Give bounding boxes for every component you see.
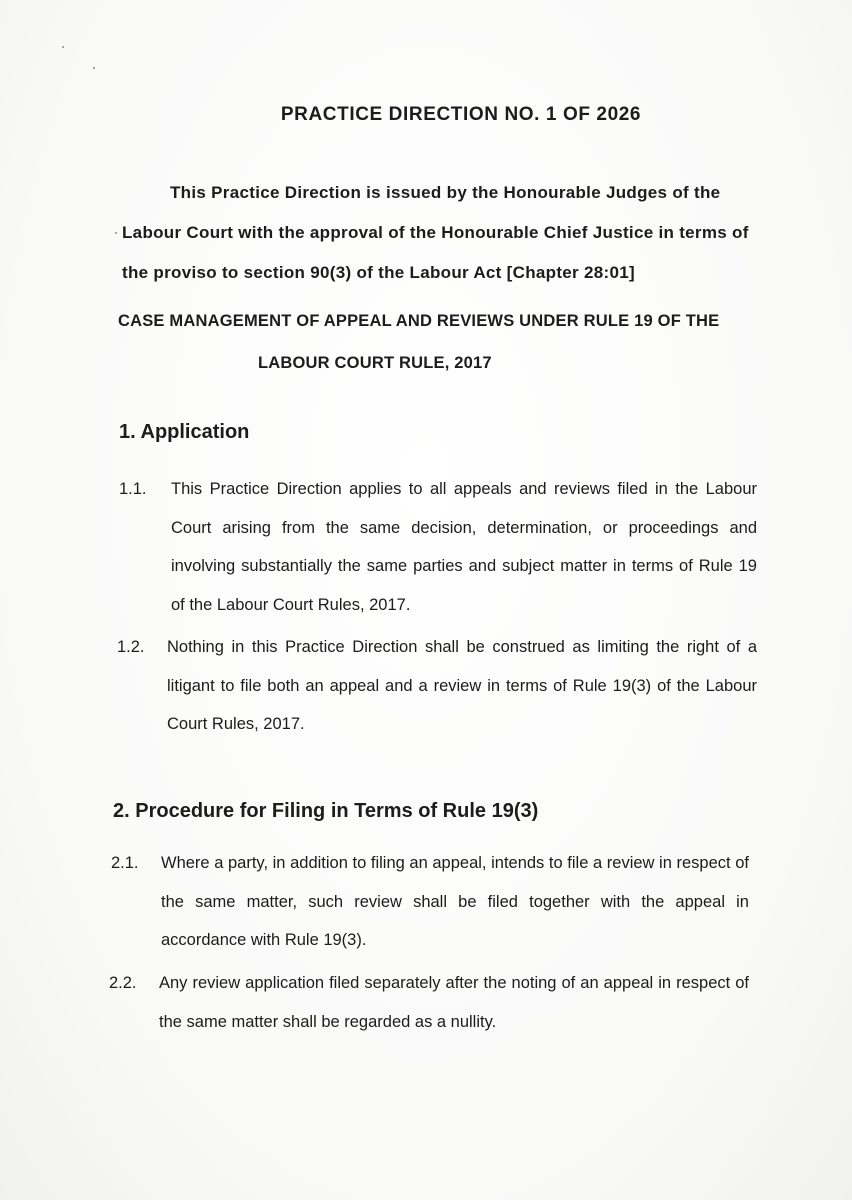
- intro-line-1: This Practice Direction is issued by the Honourable Judges of the: [170, 183, 721, 202]
- case-management-heading-line-1: CASE MANAGEMENT OF APPEAL AND REVIEWS UNDER RULE 19 OF THE: [118, 312, 720, 330]
- paragraph-1-2: [117, 628, 759, 748]
- intro-line-3: the proviso to section 90(3) of the Labour Act [Chapter 28:01]: [122, 263, 635, 282]
- paragraph-1-1: [119, 470, 759, 630]
- scan-speck: [115, 232, 117, 234]
- intro-line-2: Labour Court with the approval of the Honourable Chief Justice in terms of: [122, 223, 749, 242]
- scan-speck: [93, 67, 95, 69]
- paragraph-number: 2.1.: [111, 854, 139, 872]
- paragraph-text: Nothing in this Practice Direction shall be construed as limiting the right of a litigant to file both an appeal and a review in terms of Rule 19(3) of the Labour Court Rules, 2017.: [167, 638, 757, 733]
- paragraph-text: This Practice Direction applies to all appeals and reviews filed in the Labour Court arising from the same decision, determination, or proceedings and involving substantially the same parties and subject matter in terms of Rule 19 of the Labour Court Rules, 2017.: [171, 480, 757, 614]
- paragraph-number: 1.1.: [119, 480, 147, 498]
- paragraph-number: 2.2.: [109, 974, 137, 992]
- paragraph-number: 1.2.: [117, 638, 145, 656]
- paragraph-2-1: [111, 844, 751, 964]
- case-management-heading-line-2: LABOUR COURT RULE, 2017: [258, 354, 492, 372]
- paragraph-2-2: [109, 964, 751, 1044]
- paragraph-text: Where a party, in addition to filing an appeal, intends to file a review in respect of the same matter, such review shall be filed together with the appeal in accordance with Rule 19(3).: [161, 854, 749, 949]
- scan-speck: [62, 46, 64, 48]
- case-management-heading: [0, 300, 852, 384]
- section-heading-application: 1. Application: [119, 421, 250, 443]
- paragraph-text: Any review application filed separately after the noting of an appeal in respect of the same matter shall be regarded as a nullity.: [159, 974, 749, 1031]
- intro-statement: [122, 173, 772, 293]
- document-title: PRACTICE DIRECTION NO. 1 OF 2026: [280, 104, 642, 125]
- section-heading-procedure: 2. Procedure for Filing in Terms of Rule 19(3): [113, 800, 539, 822]
